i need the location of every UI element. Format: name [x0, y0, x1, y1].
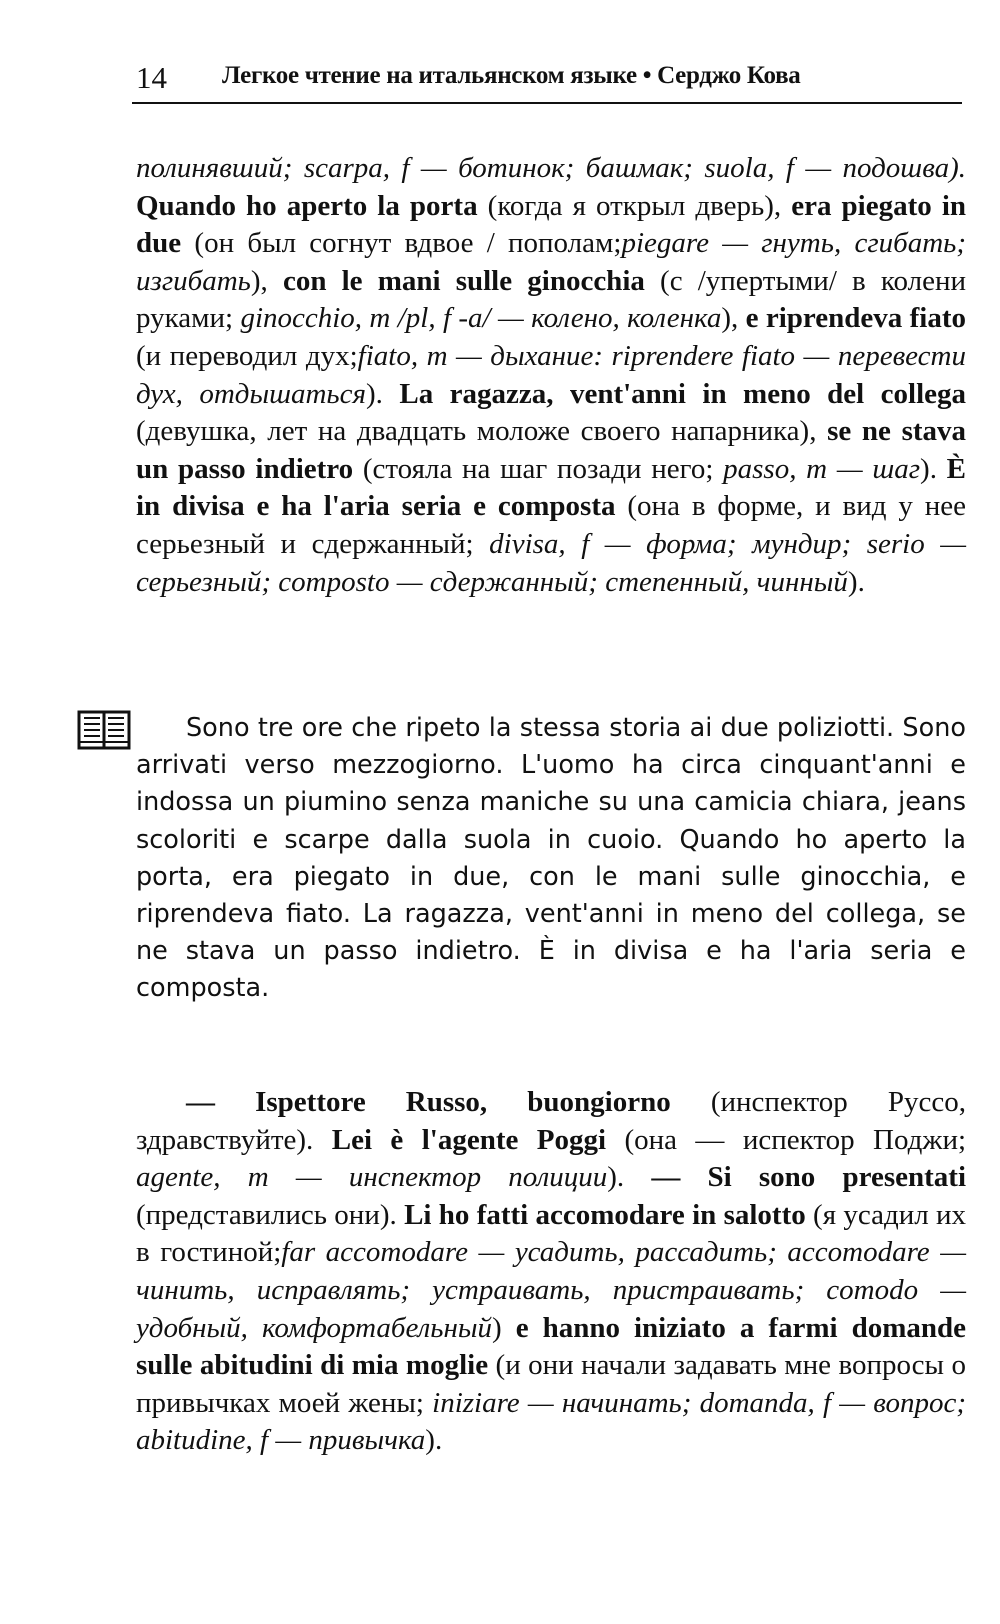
page-number: 14 [136, 60, 167, 95]
annotated-paragraph-1 [136, 150, 966, 601]
punct: ). [607, 1161, 625, 1194]
italian-phrase: e riprendeva fiato [745, 302, 967, 335]
italian-phrase: La ragazza, vent'anni in meno del collega [399, 377, 967, 410]
annotated-paragraph-2 [136, 1084, 966, 1460]
gloss: far accomodare — усадить, рассадить; accomodare — чинить, исправлять; устраивать, пристраивать; comodo — удобный, комфортабельный [136, 1236, 966, 1344]
punct: ). [847, 565, 865, 598]
gloss: полинявший; scarpa, f — ботинок; башмак; suola, f — подошва). [136, 152, 966, 184]
italian-phrase: era piegato in due [136, 189, 967, 260]
translation: (он был согнут вдвое / пополам; [194, 227, 622, 260]
italian-phrase: con le mani sulle ginocchia [282, 264, 645, 297]
translation: (инспектор Руссо, здравствуйте). [136, 1086, 966, 1156]
translation: (и переводил дух; [136, 339, 358, 372]
italian-phrase: — Ispettore Russo, buongiorno [186, 1086, 671, 1118]
gloss: divisa, f — форма; мундир; serio — серьезный; composto — сдержанный; степенный, чинный [136, 527, 967, 598]
punct: ). [920, 452, 937, 485]
gloss: iniziare — начинать; domanda, f — вопрос; abitudine, f — привычка [136, 1386, 966, 1457]
italian-phrase: e hanno iniziato a farmi domande sulle abitudini di mia moglie [136, 1311, 966, 1382]
reading-passage [136, 710, 966, 1008]
translation: (она — испектор Поджи; [624, 1123, 967, 1156]
translation: (она в форме, и вид у нее серьезный и сдержанный; [136, 490, 966, 560]
punct: ), [721, 302, 739, 335]
italian-phrase: — Si sono presentati [651, 1161, 966, 1194]
gloss: agente, m — инспектор полиции [136, 1161, 608, 1194]
open-book-icon [76, 708, 132, 752]
translation: (девушка, лет на двадцать моложе своего напарника), [136, 415, 817, 448]
italian-phrase: Quando ho aperto la porta [136, 189, 478, 222]
gloss: fiato, m — дыхание: riprendere fiato — перевести дух, отдышаться [136, 339, 966, 410]
translation: (я усадил их в гостиной; [136, 1198, 967, 1269]
italian-phrase: Lei è l'agente Poggi [331, 1123, 607, 1156]
translation: (с /упертыми/ в колени руками; [136, 264, 967, 335]
reading-text: Sono tre ore che ripeto la stessa storia ai due poliziotti. Sono arrivati verso mezzogiorno. L'uomo ha circa cinquant'anni e indossa un piumino senza maniche su una camicia chiara, jeans scoloriti e scarpe dalla suola in cuoio. Quando ho aperto la porta, era piegato in due, con le mani sulle ginocchia, e riprendeva fiato. La ragazza, vent'anni in meno del collega, se ne stava un passo indietro. È in divisa e ha l'aria seria e composta. [136, 713, 966, 1004]
italian-phrase: se ne stava un passo indietro [136, 415, 967, 485]
translation: (и они начали задавать мне вопросы о привычках моей жены; [136, 1349, 966, 1419]
italian-phrase: È in divisa e ha l'aria seria e composta [136, 452, 967, 523]
punct: ). [365, 377, 383, 410]
page-header [132, 58, 962, 104]
translation: (стояла на шаг позади него; [362, 452, 714, 485]
punct: ), [250, 264, 268, 297]
punct: ) [492, 1311, 502, 1344]
gloss: passo, m — шаг [723, 452, 921, 485]
gloss: piegare — гнуть, сгибать; изгибать [136, 227, 967, 297]
italian-phrase: Li ho fatti accomodare in salotto [404, 1198, 806, 1231]
translation: (когда я открыл дверь), [487, 189, 782, 222]
punct: ). [425, 1424, 443, 1457]
gloss: ginocchio, m /pl, f -a/ — колено, коленка [240, 302, 722, 335]
translation: (представились они). [136, 1198, 397, 1231]
running-title: Легкое чтение на итальянском языке • Серджо Кова [222, 62, 801, 89]
